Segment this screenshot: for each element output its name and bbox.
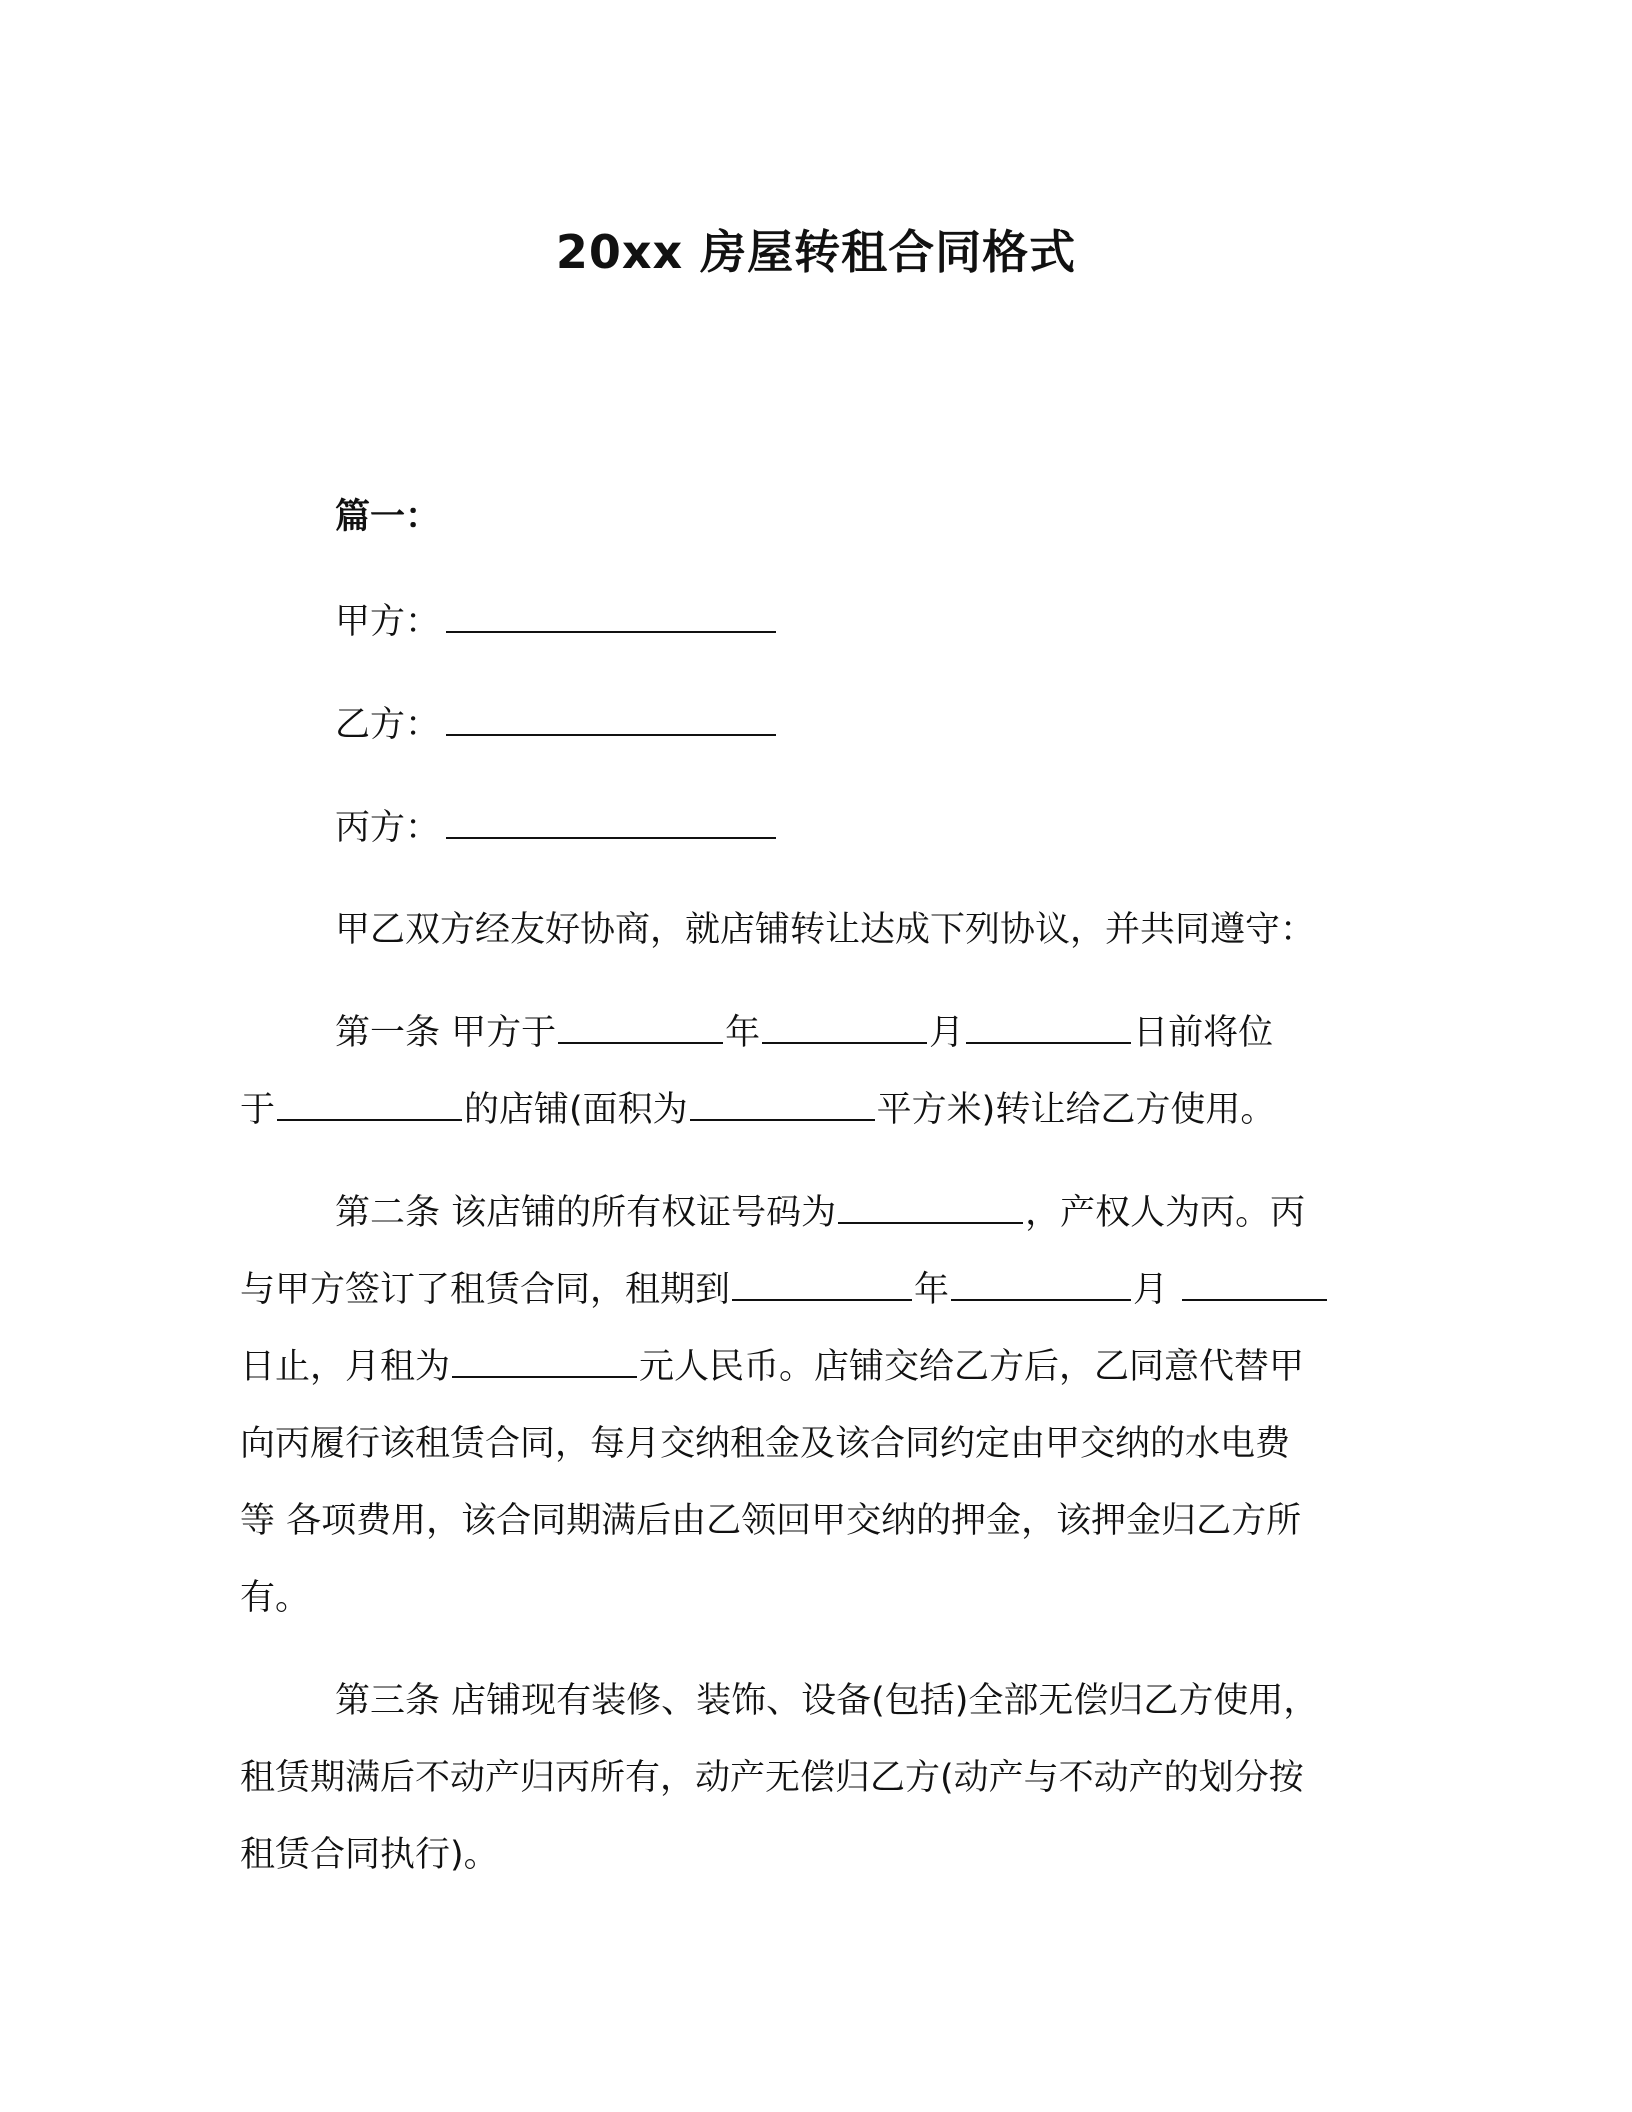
article2-text: 第二条 该店铺的所有权证号码为 xyxy=(335,1193,837,1233)
article2-text: ，产权人为丙。丙 xyxy=(1025,1193,1306,1233)
article2-blank-year xyxy=(732,1265,912,1301)
article2-blank-day xyxy=(1182,1265,1327,1301)
article2-blank-rent xyxy=(452,1342,637,1378)
article1-text: 第一条 甲方于 xyxy=(335,1013,557,1053)
article2-blank-certificate xyxy=(838,1188,1023,1224)
party-c-row xyxy=(335,803,778,853)
article1-text: 于 xyxy=(240,1090,276,1130)
party-c-label: 丙方： xyxy=(335,808,441,848)
article3-line1: 第三条 店铺现有装修、装饰、设备(包括)全部无偿归乙方使用， xyxy=(335,1681,1319,1721)
intro-paragraph: 甲乙双方经友好协商，就店铺转让达成下列协议，并共同遵守： xyxy=(335,910,1316,950)
party-b-label: 乙方： xyxy=(335,705,441,745)
party-c-blank xyxy=(446,803,776,839)
article2-text: 与甲方签订了租赁合同，租期到 xyxy=(240,1270,731,1310)
section-heading: 篇一： xyxy=(335,497,441,537)
article1-blank-day xyxy=(966,1008,1131,1044)
party-b-blank xyxy=(446,700,776,736)
article2-line5: 等 各项费用，该合同期满后由乙领回甲交纳的押金，该押金归乙方所 xyxy=(240,1501,1302,1541)
article1-blank-location xyxy=(277,1085,462,1121)
article1-text: 月 xyxy=(929,1013,965,1053)
party-a-blank xyxy=(446,597,776,633)
article2-line4: 向丙履行该租赁合同，每月交纳租金及该合同约定由甲交纳的水电费 xyxy=(240,1424,1291,1464)
article1-text: 年 xyxy=(725,1013,761,1053)
party-b-row xyxy=(335,700,778,750)
party-a-label: 甲方： xyxy=(335,602,441,642)
article1-blank-month xyxy=(762,1008,927,1044)
article2-text: 元人民币。店铺交给乙方后，乙同意代替甲 xyxy=(639,1347,1305,1387)
article2-line6: 有。 xyxy=(240,1578,311,1618)
article2-text: 月 xyxy=(1133,1270,1169,1310)
article3-line3: 租赁合同执行)。 xyxy=(240,1835,499,1875)
article2-line3 xyxy=(240,1342,1304,1392)
article1-text: 日前将位 xyxy=(1133,1013,1274,1053)
article1-line2 xyxy=(240,1085,1275,1135)
article1-text: 的店铺(面积为 xyxy=(464,1090,688,1130)
article2-text: 年 xyxy=(914,1270,950,1310)
article2-blank-month xyxy=(951,1265,1131,1301)
article2-line1 xyxy=(335,1188,1305,1238)
document-title: 20xx 房屋转租合同格式 xyxy=(555,225,1077,279)
article3-line2: 租赁期满后不动产归丙所有，动产无偿归乙方(动产与不动产的划分按 xyxy=(240,1758,1304,1798)
article1-line1 xyxy=(335,1008,1273,1058)
article2-text: 日止，月租为 xyxy=(240,1347,451,1387)
article1-blank-area xyxy=(690,1085,875,1121)
party-a-row xyxy=(335,597,778,647)
article1-blank-year xyxy=(558,1008,723,1044)
article2-line2 xyxy=(240,1265,1329,1315)
article1-text: 平方米)转让给乙方使用。 xyxy=(876,1090,1276,1130)
